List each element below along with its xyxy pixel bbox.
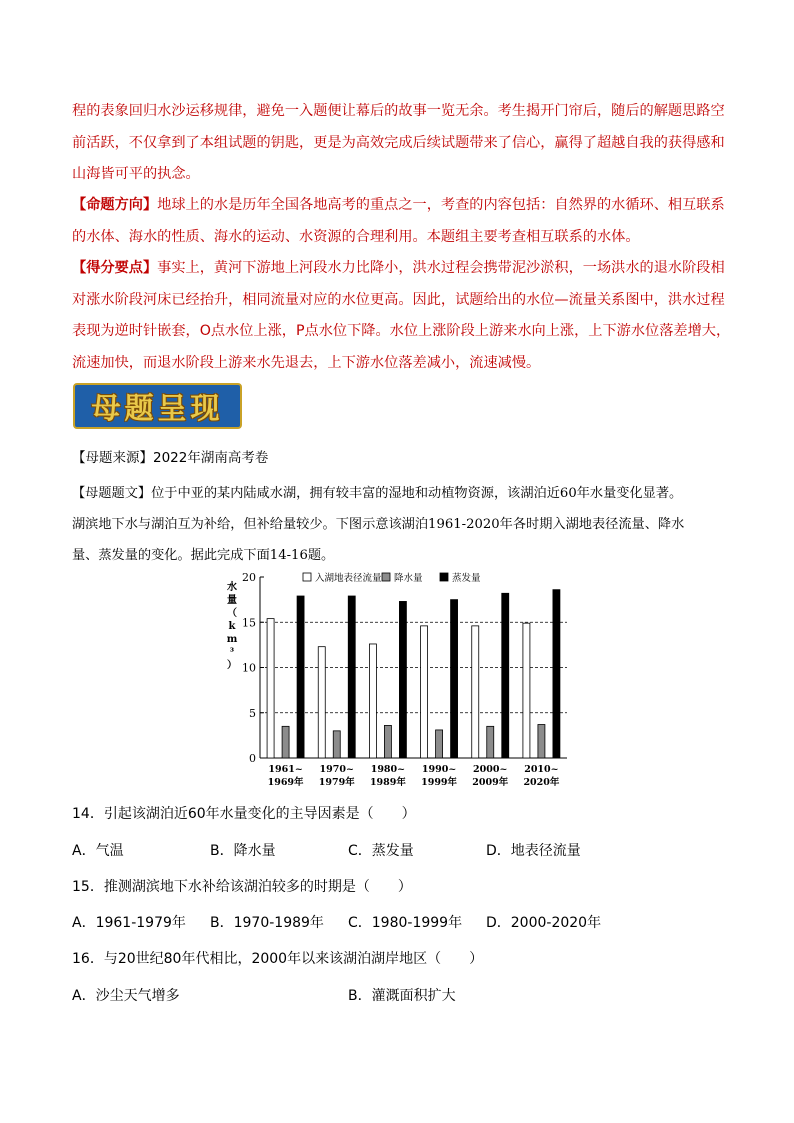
bar (399, 601, 406, 758)
y-tick-label: 15 (242, 616, 256, 630)
x-tick-label: 2009年 (472, 777, 509, 788)
bar (421, 626, 428, 758)
scoring-points (72, 253, 731, 379)
option-15-d: D．2000-2020年 (486, 915, 602, 931)
option-15-a: A．1961-1979年 (72, 915, 186, 931)
option-14-c: C．蒸发量 (348, 843, 414, 859)
source-text: 2022年湖南高考卷 (153, 450, 269, 466)
y-axis-label-char: 水 (227, 582, 237, 593)
text-line (72, 478, 722, 509)
legend-label: 蒸发量 (452, 573, 481, 584)
x-tick-label: 1980~ (370, 764, 406, 775)
legend-label: 降水量 (394, 573, 423, 584)
section-label: 【得分要点】 (72, 260, 158, 276)
y-axis-label-char: ³ (229, 647, 235, 658)
section-label: 【命题方向】 (72, 197, 158, 213)
option-16-a: A．沙尘天气增多 (72, 988, 180, 1004)
question-text (72, 478, 722, 571)
y-axis-label-char: （ (227, 608, 237, 619)
x-tick-label: 1969年 (267, 777, 304, 788)
text-line (72, 253, 725, 285)
section-text: 事实上，黄河下游地上河段水力比降小，洪水过程会携带泥沙淤积，一场洪水的退水阶段相 (157, 260, 725, 276)
bar (436, 730, 443, 758)
bar (538, 725, 545, 758)
legend-swatch (440, 573, 448, 581)
legend-swatch (303, 573, 311, 581)
x-tick-label: 1989年 (369, 777, 406, 788)
y-axis-label-char: ） (227, 660, 237, 671)
text-line: 量、蒸发量的变化。据此完成下面14-16题。 (72, 548, 335, 563)
y-tick-label: 5 (249, 706, 256, 720)
bar (451, 600, 458, 758)
water-volume-chart (215, 568, 585, 788)
bar (553, 590, 560, 758)
x-tick-label: 1970~ (319, 764, 354, 775)
bar (369, 644, 376, 758)
proposition-direction (72, 190, 725, 253)
text-line: 湖滨地下水与湖泊互为补给，但补给量较少。下图示意该湖泊1961-2020年各时期入湖地表径流量、降水 (72, 517, 685, 532)
x-tick-label: 1999年 (421, 777, 458, 788)
y-tick-label: 0 (249, 752, 256, 765)
bar (333, 731, 340, 758)
option-15-c: C．1980-1999年 (348, 915, 463, 931)
x-tick-label: 2010~ (524, 764, 559, 775)
option-15-b: B．1970-1989年 (210, 915, 324, 931)
bar (502, 593, 509, 758)
y-tick-label: 10 (242, 661, 256, 675)
question-14: 14．引起该湖泊近60年水量变化的主导因素是（ ） (72, 806, 416, 822)
x-tick-label: 2000~ (473, 764, 508, 775)
option-16-b: B．灌溉面积扩大 (348, 988, 456, 1004)
x-tick-label: 1961~ (268, 764, 303, 775)
source-label: 【母题来源】 (72, 450, 153, 466)
section-banner (73, 383, 242, 429)
text-line: 表现为逆时针嵌套，O点水位上涨，P点水位下降。水位上涨阶段上游来水向上涨，上下游水位落差增大， (72, 323, 731, 339)
bar (282, 726, 289, 758)
legend-label: 入湖地表径流量 (315, 573, 382, 584)
bar (348, 596, 355, 758)
text-line: 的水体、海水的性质、海水的运动、水资源的合理利用。本题组主要考查相互联系的水体。 (72, 228, 640, 245)
text-line: 山海皆可平的执念。 (72, 166, 200, 182)
y-axis-label-char: 量 (227, 595, 237, 606)
question-15: 15．推测湖滨地下水补给该湖泊较多的时期是（ ） (72, 879, 412, 895)
text-line (72, 446, 722, 466)
bar (487, 726, 494, 758)
banner-title: 母题呈现 (91, 390, 224, 425)
y-axis-label-char: k (228, 621, 236, 632)
bar (267, 619, 274, 758)
bar (318, 647, 325, 758)
bar (384, 725, 391, 758)
bar (297, 596, 304, 758)
option-14-a: A．气温 (72, 843, 124, 859)
question-source (72, 446, 722, 466)
legend-swatch (382, 573, 390, 581)
y-axis-label-char: m (226, 634, 238, 645)
text-line: 流速加快，而退水阶段上游来水先退去，上下游水位落差减小，流速减慢。 (72, 354, 541, 371)
text-line: 前活跃，不仅拿到了本组试题的钥匙，更是为高效完成后续试题带来了信心，赢得了超越自我的获得感和 (72, 134, 725, 151)
question-16: 16．与20世纪80年代相比，2000年以来该湖泊湖岸地区（ ） (72, 951, 484, 967)
y-tick-label: 20 (242, 571, 256, 584)
text-line: 程的表象回归水沙运移规律，避免一入题便让幕后的故事一览无余。考生揭开门帘后，随后的解题思路空 (72, 103, 725, 119)
analysis-continuation (72, 96, 725, 191)
x-tick-label: 1990~ (421, 764, 457, 775)
x-tick-label: 2020年 (523, 777, 560, 788)
text-line: 对涨水阶段河床已经抬升，相同流量对应的水位更高。因此，试题给出的水位—流量关系图中，洪水过程 (72, 291, 725, 308)
bar (523, 623, 530, 758)
option-14-d: D．地表径流量 (486, 843, 581, 859)
question-line: 位于中亚的某内陆咸水湖，拥有较丰富的湿地和动植物资源，该湖泊近60年水量变化显著。 (151, 486, 683, 501)
text-line (72, 190, 725, 222)
x-tick-label: 1979年 (318, 777, 355, 788)
section-text: 地球上的水是历年全国各地高考的重点之一，考查的内容包括：自然界的水循环、相互联系 (157, 197, 725, 213)
bar (472, 626, 479, 758)
option-14-b: B．降水量 (210, 843, 276, 859)
question-label: 【母题题文】 (72, 486, 152, 501)
